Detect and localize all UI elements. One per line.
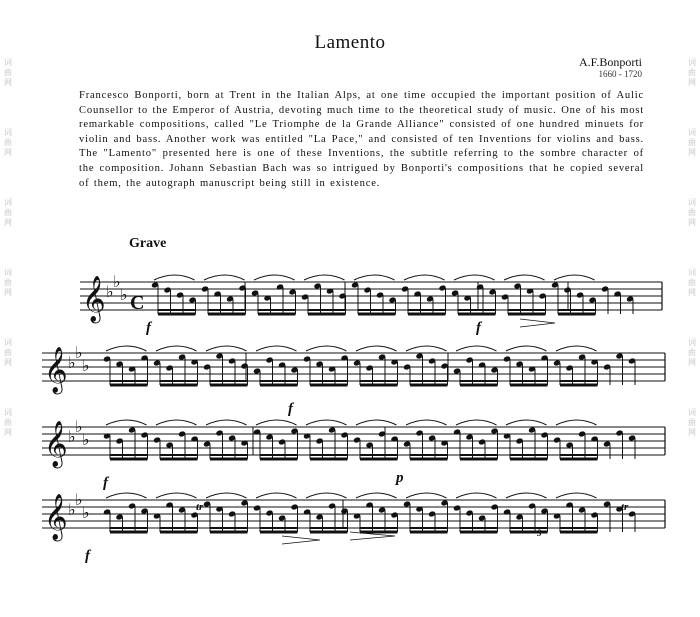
slur — [256, 346, 297, 351]
staff-system — [80, 272, 662, 327]
slur — [506, 420, 547, 425]
flat-icon: ♭ — [75, 490, 83, 509]
slur — [304, 275, 345, 280]
music-score — [0, 250, 700, 617]
triplet-mark: 3 — [537, 528, 542, 538]
flat-icon: ♭ — [75, 343, 83, 362]
slur — [306, 420, 347, 425]
slur — [556, 346, 597, 351]
dynamic-f: f — [146, 320, 151, 336]
slur — [306, 493, 347, 498]
tempo-marking: Grave — [129, 236, 167, 251]
time-signature: C — [130, 292, 145, 314]
treble-clef-icon: 𝄞 — [44, 347, 68, 393]
flat-icon: ♭ — [120, 285, 128, 304]
slur — [504, 275, 545, 280]
slur — [454, 275, 495, 280]
slur — [306, 346, 347, 351]
slur — [356, 493, 397, 498]
slur — [356, 420, 397, 425]
treble-clef-icon: 𝄞 — [44, 421, 68, 467]
slur — [206, 420, 247, 425]
dynamic-f: f — [85, 548, 90, 564]
slur — [556, 420, 597, 425]
slur — [556, 493, 597, 498]
slur — [206, 346, 247, 351]
flat-icon: ♭ — [75, 417, 83, 436]
slur — [256, 493, 297, 498]
staff-system — [42, 490, 665, 544]
slur — [456, 420, 497, 425]
slur — [156, 346, 197, 351]
watermark-left: 词 曲 网 词 曲 网 词 曲 网 词 曲 网 词 曲 网 词 曲 网 — [4, 58, 12, 437]
slur — [406, 346, 447, 351]
flat-icon: ♭ — [68, 427, 76, 446]
decrescendo-hairpin — [282, 536, 320, 544]
dynamic-f: f — [103, 475, 108, 491]
intro-paragraph: Francesco Bonporti, born at Trent in the Italian Alps, at one time occupied the important position of Aulic Counsellor to the Emperor of Austria, devoting much time to the theoretical study of music. One of his most remarkable compositions, called "Le Triomphe de la Grande Alliance" consisted of one hundred minuets for violin and bass. Another work was entitled "La Pace," and consisted of ten Inventions for violins and bass. The "Lamento" presented here is one of these Inventions, the subtitle referring to the sombre character of the composition. Johann Sebastian Bach was so intrigued by Bonporti's compositions that he copied several of them, the autograph manuscript being still in existence. — [79, 90, 644, 189]
slur — [106, 420, 147, 425]
treble-clef-icon: 𝄞 — [82, 276, 106, 322]
slur — [406, 493, 447, 498]
flat-icon: ♭ — [106, 282, 114, 301]
slur — [506, 493, 547, 498]
dynamic-f: f — [476, 320, 481, 336]
slur — [154, 275, 195, 280]
flat-icon: ♭ — [82, 356, 90, 375]
slur — [156, 420, 197, 425]
slur — [254, 275, 295, 280]
trill-ornament: tr — [196, 501, 204, 513]
slur — [356, 346, 397, 351]
dynamic-p: p — [396, 470, 404, 486]
slur — [456, 346, 497, 351]
flat-icon: ♭ — [68, 500, 76, 519]
page-title: Lamento — [314, 32, 386, 53]
slur — [506, 346, 547, 351]
trill-ornament: tr — [621, 501, 629, 513]
staff-system — [42, 417, 665, 469]
slur — [404, 275, 445, 280]
slur — [456, 493, 497, 498]
flat-icon: ♭ — [68, 353, 76, 372]
composer-dates: 1660 - 1720 — [598, 69, 642, 79]
slur — [206, 493, 247, 498]
treble-clef-icon: 𝄞 — [44, 494, 68, 540]
slur — [106, 493, 147, 498]
slur — [204, 275, 245, 280]
slur — [256, 420, 297, 425]
slur — [354, 275, 395, 280]
slur — [554, 275, 595, 280]
slur — [406, 420, 447, 425]
flat-icon: ♭ — [82, 430, 90, 449]
staff-system — [42, 343, 665, 395]
dynamic-f: f — [288, 401, 293, 417]
watermark-right: 词 曲 网 词 曲 网 词 曲 网 词 曲 网 词 曲 网 词 曲 网 — [688, 58, 696, 437]
flat-icon: ♭ — [113, 272, 121, 291]
composer-name: A.F.Bonporti — [578, 55, 642, 69]
slur — [106, 346, 147, 351]
flat-icon: ♭ — [82, 503, 90, 522]
slur — [156, 493, 197, 498]
decrescendo-hairpin — [520, 319, 555, 327]
